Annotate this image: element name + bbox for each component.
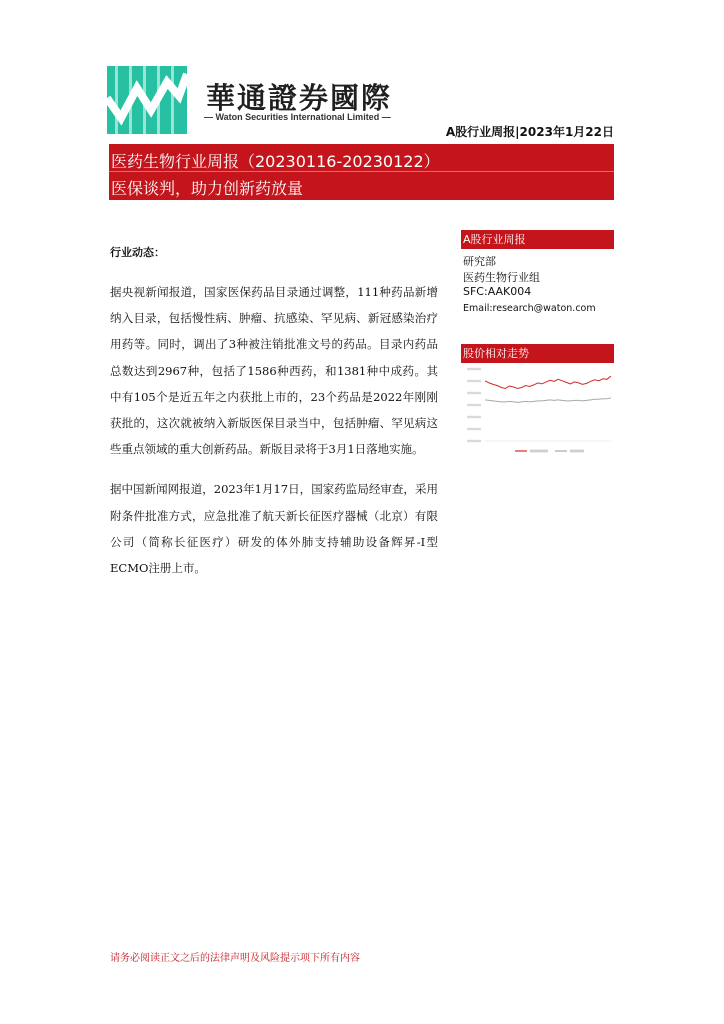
chart-legend [515,450,584,453]
company-logo-mark [107,66,187,134]
report-type-date: A股行业周报|2023年1月22日 [445,125,614,139]
company-name-chinese: 華通證券國際 [206,81,393,115]
chart-y-tick [467,440,481,442]
chart-series-gray-line [485,398,611,403]
sidebar-email[interactable]: Email:research@waton.com [463,303,596,314]
sidebar-department: 研究部 [463,255,496,268]
sidebar-sfc: SFC:AAK004 [463,285,532,298]
chart-y-tick [467,428,481,430]
chart-y-tick [467,404,481,406]
main-content [110,244,438,595]
legal-disclaimer: 请务必阅读正文之后的法律声明及风险提示项下所有内容 [110,953,360,964]
report-title: 医药生物行业周报（20230116-20230122） [111,152,440,171]
relative-performance-chart [463,365,615,455]
news-paragraph: 据央视新闻报道，国家医保药品目录通过调整，111种药品新增纳入目录，包括慢性病、肿瘤、抗感染、罕见病、新冠感染治疗用药等。同时，调出了3种被注销批准文号的药品。目录内药品总数达到2967种，包括了1586种西药，和1381种中成药。其中有105个是近五年之内获批上市的，23个药品是2022年刚刚获批的，这次就被纳入新版医保目录当中，包括肿瘤、罕见病这些重点领域的重大创新药品。新版目录将于3月1日落地实施。 [110,285,438,457]
chart-grid [467,368,611,442]
chart-y-tick [467,392,481,394]
company-name-english: — Waton Securities International Limited — [204,112,391,122]
title-divider [109,171,614,172]
chart-y-tick [467,368,481,370]
chart-lines [485,376,611,402]
news-paragraph: 据中国新闻网报道，2023年1月17日，国家药监局经审查，采用附条件批准方式，应急批准了航天新长征医疗器械（北京）有限公司（简称长征医疗）研发的体外肺支持辅助设备辉昇-I型ECMO注册上市。 [110,482,438,576]
section-heading: 行业动态： [110,246,165,259]
sidebar-report-type: A股行业周报 [461,230,614,249]
sidebar-group: 医药生物行业组 [463,271,540,284]
chart-y-tick [467,380,481,382]
chart-y-tick [467,416,481,418]
report-subtitle: 医保谈判，助力创新药放量 [111,179,304,198]
chart-title: 股价相对走势 [461,344,614,363]
chart-series-red-line [485,376,611,388]
title-banner [109,144,614,200]
